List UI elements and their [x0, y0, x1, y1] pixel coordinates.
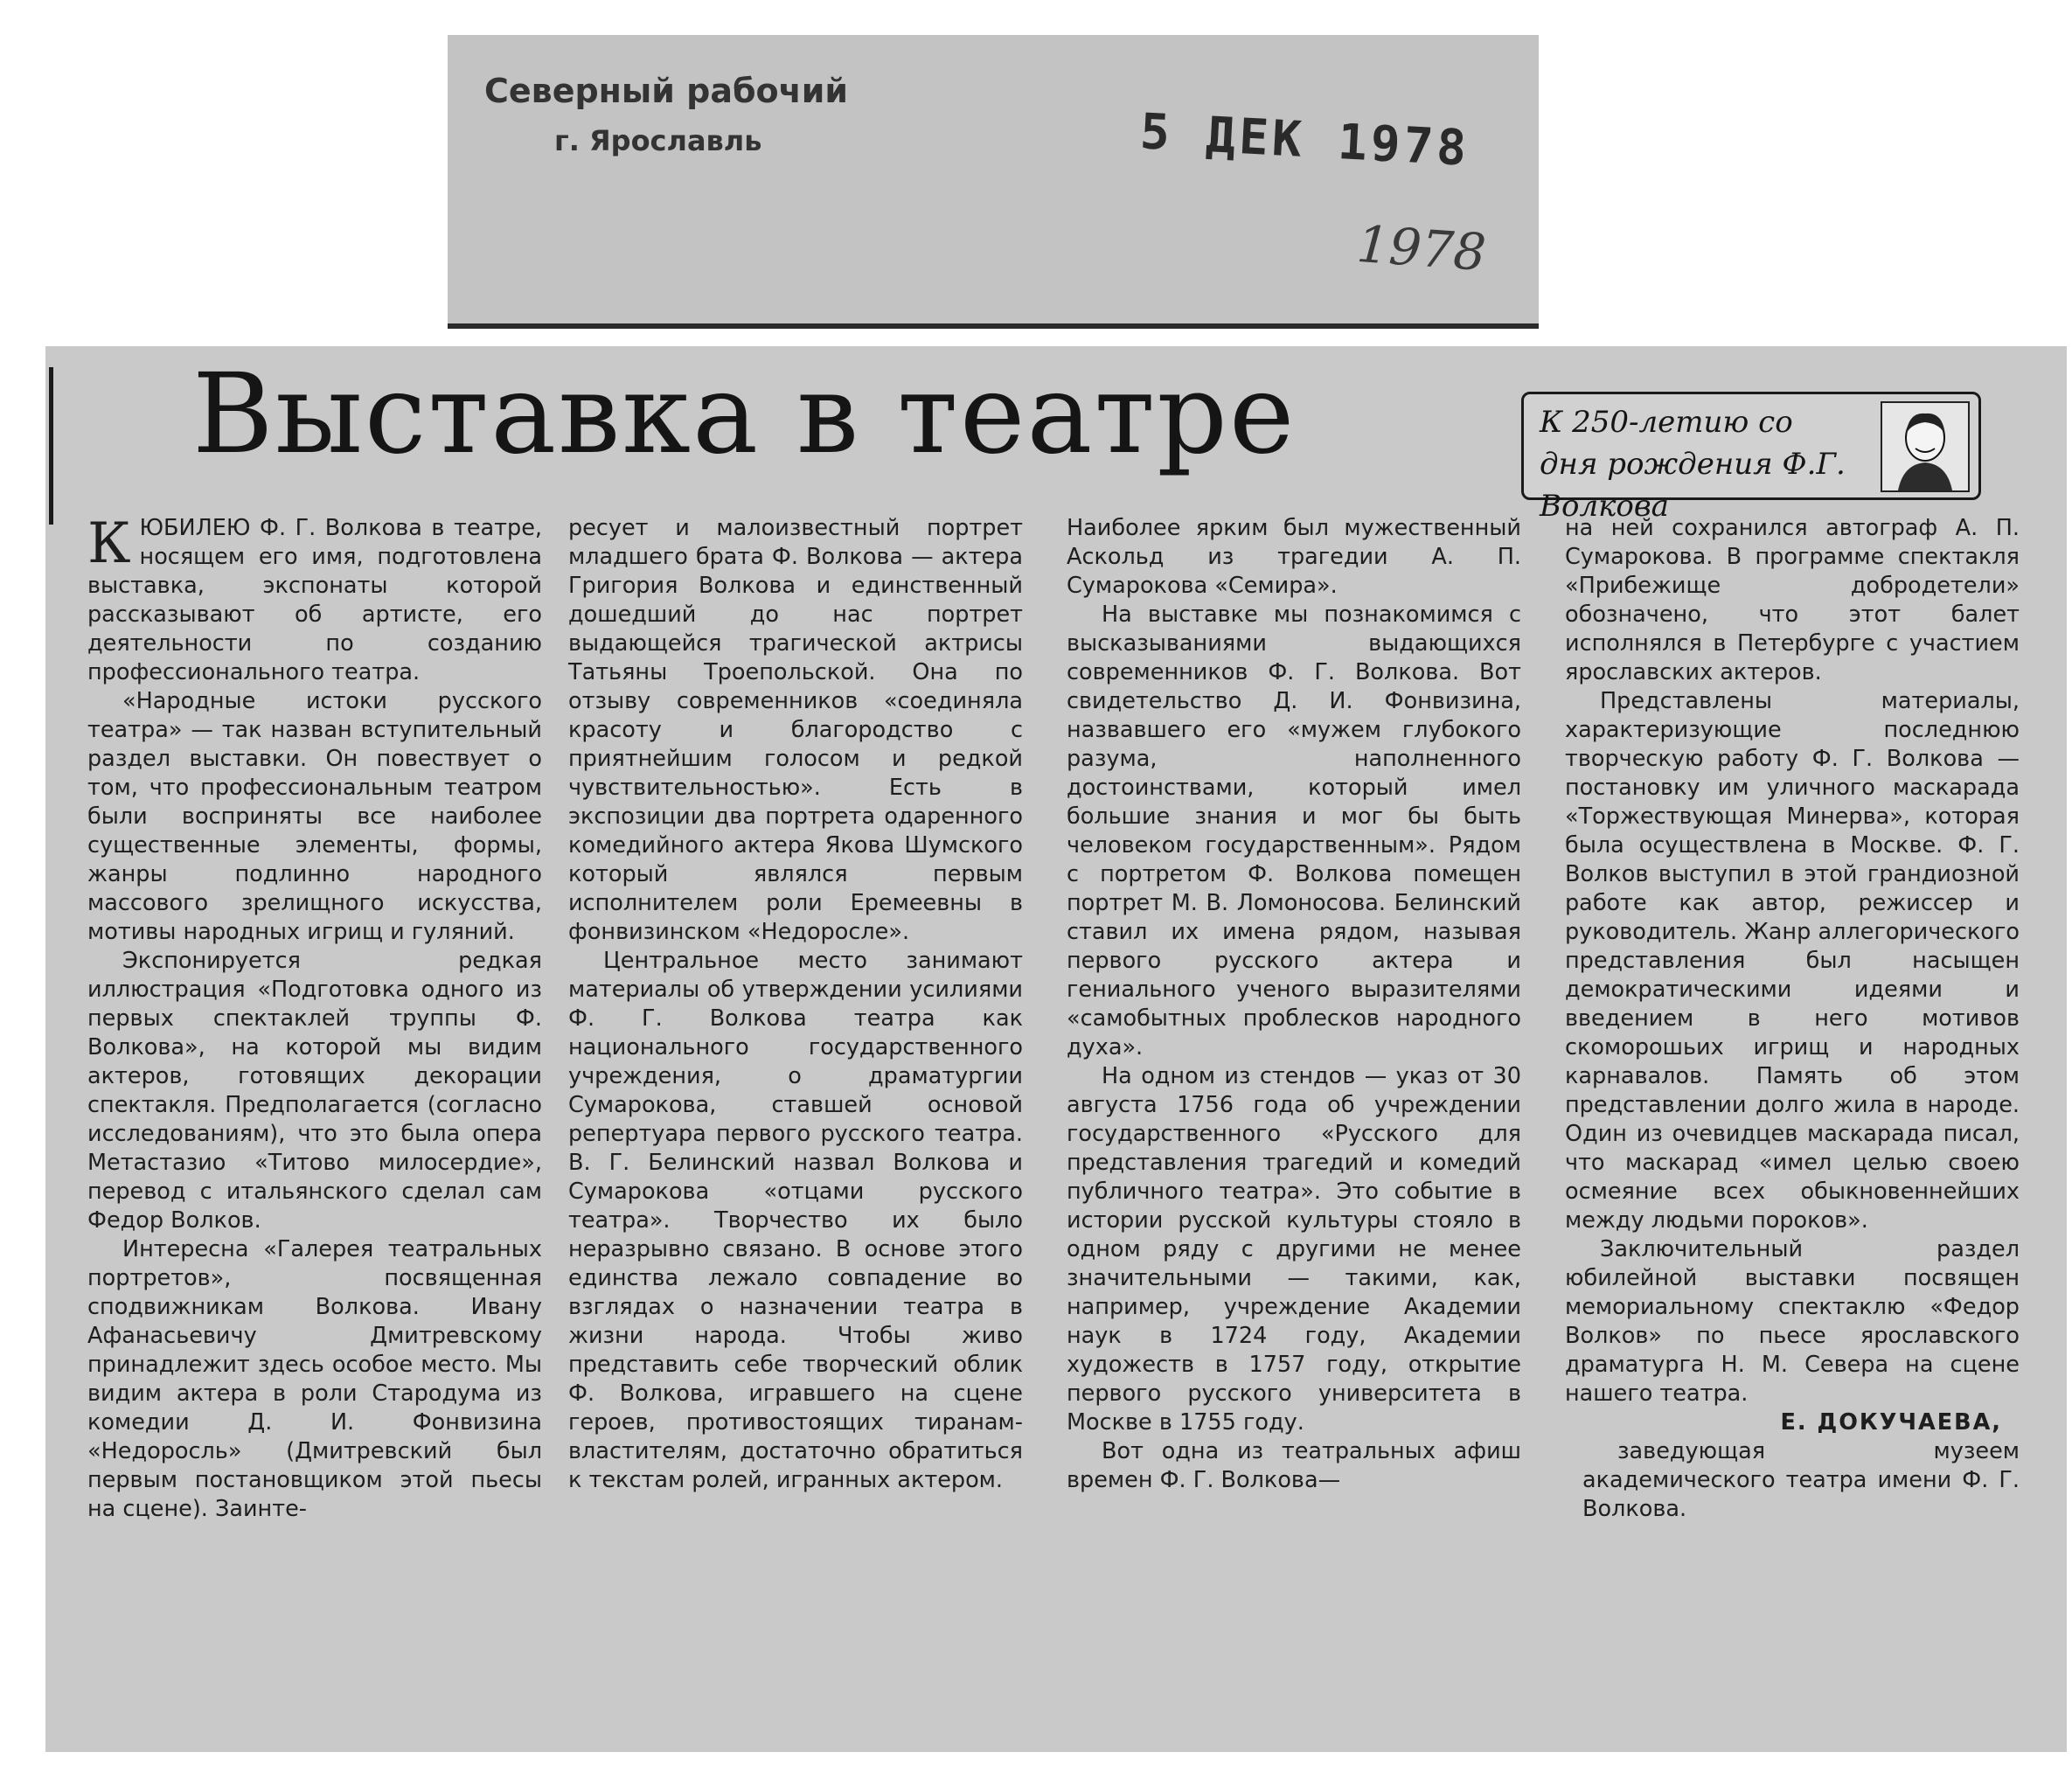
paragraph: Интересна «Галерея театральных портретов», посвященная сподвижникам Волкова. Ивану Афанасьевичу Дмитревскому принадлежит здесь особое место. Мы видим актера в роли Стародума из комедии Д. И. Фонвизина «Недоросль» (Дмитревский был первым постановщиком этой пьесы на сцене). Заинте-: [87, 1236, 542, 1522]
volkov-portrait-icon: [1881, 401, 1970, 492]
paragraph: На одном из стендов — указ от 30 августа 1756 года об учреждении государственного «Русского для представления трагедий и комедий публичного театра». Это событие в истории русской культуры стояло в одном ряду с другими не менее значительными — такими, как, например, учреждение Академии наук в 1724 году, Академии художеств в 1757 году, открытие первого русского университета в Москве в 1755 году.: [1067, 1063, 1521, 1436]
newspaper-name: Северный рабочий: [484, 72, 848, 110]
paragraph: На выставке мы познакомимся с высказываниями выдающихся современников Ф. Г. Волкова. Вот свидетельство Д. И. Фонвизина, назвавшего его «мужем глубокого разума, наполненного достоинствами, который имел большие знания и мог бы быть человеком государственным». Рядом с портретом Ф. Волкова помещен портрет М. В. Ломоносова. Белинский ставил их имена рядом, называя первого русского актера и гениального ученого выразителями «самобытных проблесков народного духа».: [1067, 601, 1521, 1060]
lead-paragraph: КЮБИЛЕЮ Ф. Г. Волкова в театре, носящем его имя, подготовлена выставка, экспонаты которой рассказывают об артисте, его деятельности по созданию профессионального театра.: [87, 511, 542, 685]
author-signature: Е. ДОКУЧАЕВА,: [1780, 1409, 2002, 1436]
article-column-4: [1565, 514, 2020, 1524]
article-column-3: [1067, 514, 1521, 1495]
newspaper-city: г. Ярославль: [554, 124, 762, 157]
handwritten-year: 1978: [1354, 213, 1488, 283]
anniversary-rubric: [1521, 392, 1981, 524]
paragraph: на ней сохранился автограф А. П. Сумарокова. В программе спектакля «Прибежище добродетели» обозначено, что этот балет исполнялся в Петербурге с участием ярославских актеров.: [1565, 515, 2020, 685]
paragraph: Наиболее ярким был мужественный Аскольд из трагедии А. П. Сумарокова «Семира».: [1067, 515, 1521, 599]
date-stamp: 5 ДЕК 1978: [1138, 103, 1471, 177]
article-title: Выставка в театре: [192, 350, 1297, 478]
anniversary-rubric-text: К 250-летию со дня рождения Ф.Г. Волкова: [1540, 405, 1846, 524]
paragraph: ресует и малоизвестный портрет младшего брата Ф. Волкова — актера Григория Волкова и единственный дошедший до нас портрет выдающейся трагической актрисы Татьяны Троепольской. Она по отзыву современников «соединяла красоту и благородство с приятнейшим голосом и редкой чувствительностью». Есть в экспозиции два портрета одаренного комедийного актера Якова Шумского который являлся первым исполнителем роли Еремеевны в фонвизинском «Недоросле».: [568, 515, 1023, 945]
author-title: заведующая музеем академического театра имени Ф. Г. Волкова.: [1582, 1438, 2020, 1522]
article-column-1: [87, 511, 542, 1524]
paragraph: Заключительный раздел юбилейной выставки посвящен мемориальному спектаклю «Федор Волков» по пьесе ярославского драматурга Н. М. Севера на сцене нашего театра.: [1565, 1236, 2020, 1407]
newspaper-stamp: [448, 35, 1539, 323]
paragraph: «Народные истоки русского театра» — так назван вступительный раздел выставки. Он повествует о том, что профессиональным театром были восприняты все наиболее существенные элементы, формы, жанры подлинно народного массового зрелищного искусства, мотивы народных игрищ и гуляний.: [87, 688, 542, 945]
paragraph: Центральное место занимают материалы об утверждении усилиями Ф. Г. Волкова театра как национального государственного учреждения, о драматургии Сумарокова, ставшей основой репертуара первого русского театра. В. Г. Белинский назвал Волкова и Сумарокова «отцами русского театра». Творчество их было неразрывно связано. В основе этого единства лежало совпадение во взглядах о назначении театра в жизни народа. Чтобы живо представить себе творческий облик Ф. Волкова, игравшего на сцене героев, противостоящих тиранам-властителям, достаточно обратиться к текстам ролей, игранных актером.: [568, 948, 1023, 1493]
article-column-2: [568, 514, 1023, 1495]
paragraph: Вот одна из театральных афиш времен Ф. Г. Волкова—: [1067, 1438, 1521, 1493]
column-rule: [49, 367, 53, 525]
drop-cap: К: [87, 511, 131, 576]
paragraph: Экспонируется редкая иллюстрация «Подготовка одного из первых спектаклей труппы Ф. Волкова», на которой мы видим актеров, готовящих декорации спектакля. Предполагается (согласно исследованиям), что это была опера Метастазио «Титово милосердие», перевод с итальянского сделал сам Федор Волков.: [87, 948, 542, 1234]
paragraph: Представлены материалы, характеризующие последнюю творческую работу Ф. Г. Волкова — постановку им уличного маскарада «Торжествующая Минерва», которая была осуществлена в Москве. Ф. Г. Волков выступил в этой грандиозной работе как автор, режиссер и руководитель. Жанр аллегорического представления был насыщен демократическими идеями и введением в него мотивов скоморошьих игрищ и народных карнавалов. Память об этом представлении долго жила в народе. Один из очевидцев маскарада писал, что маскарад «имел целью своею осмеяние всех обыкновеннейших между людьми пороков».: [1565, 688, 2020, 1234]
